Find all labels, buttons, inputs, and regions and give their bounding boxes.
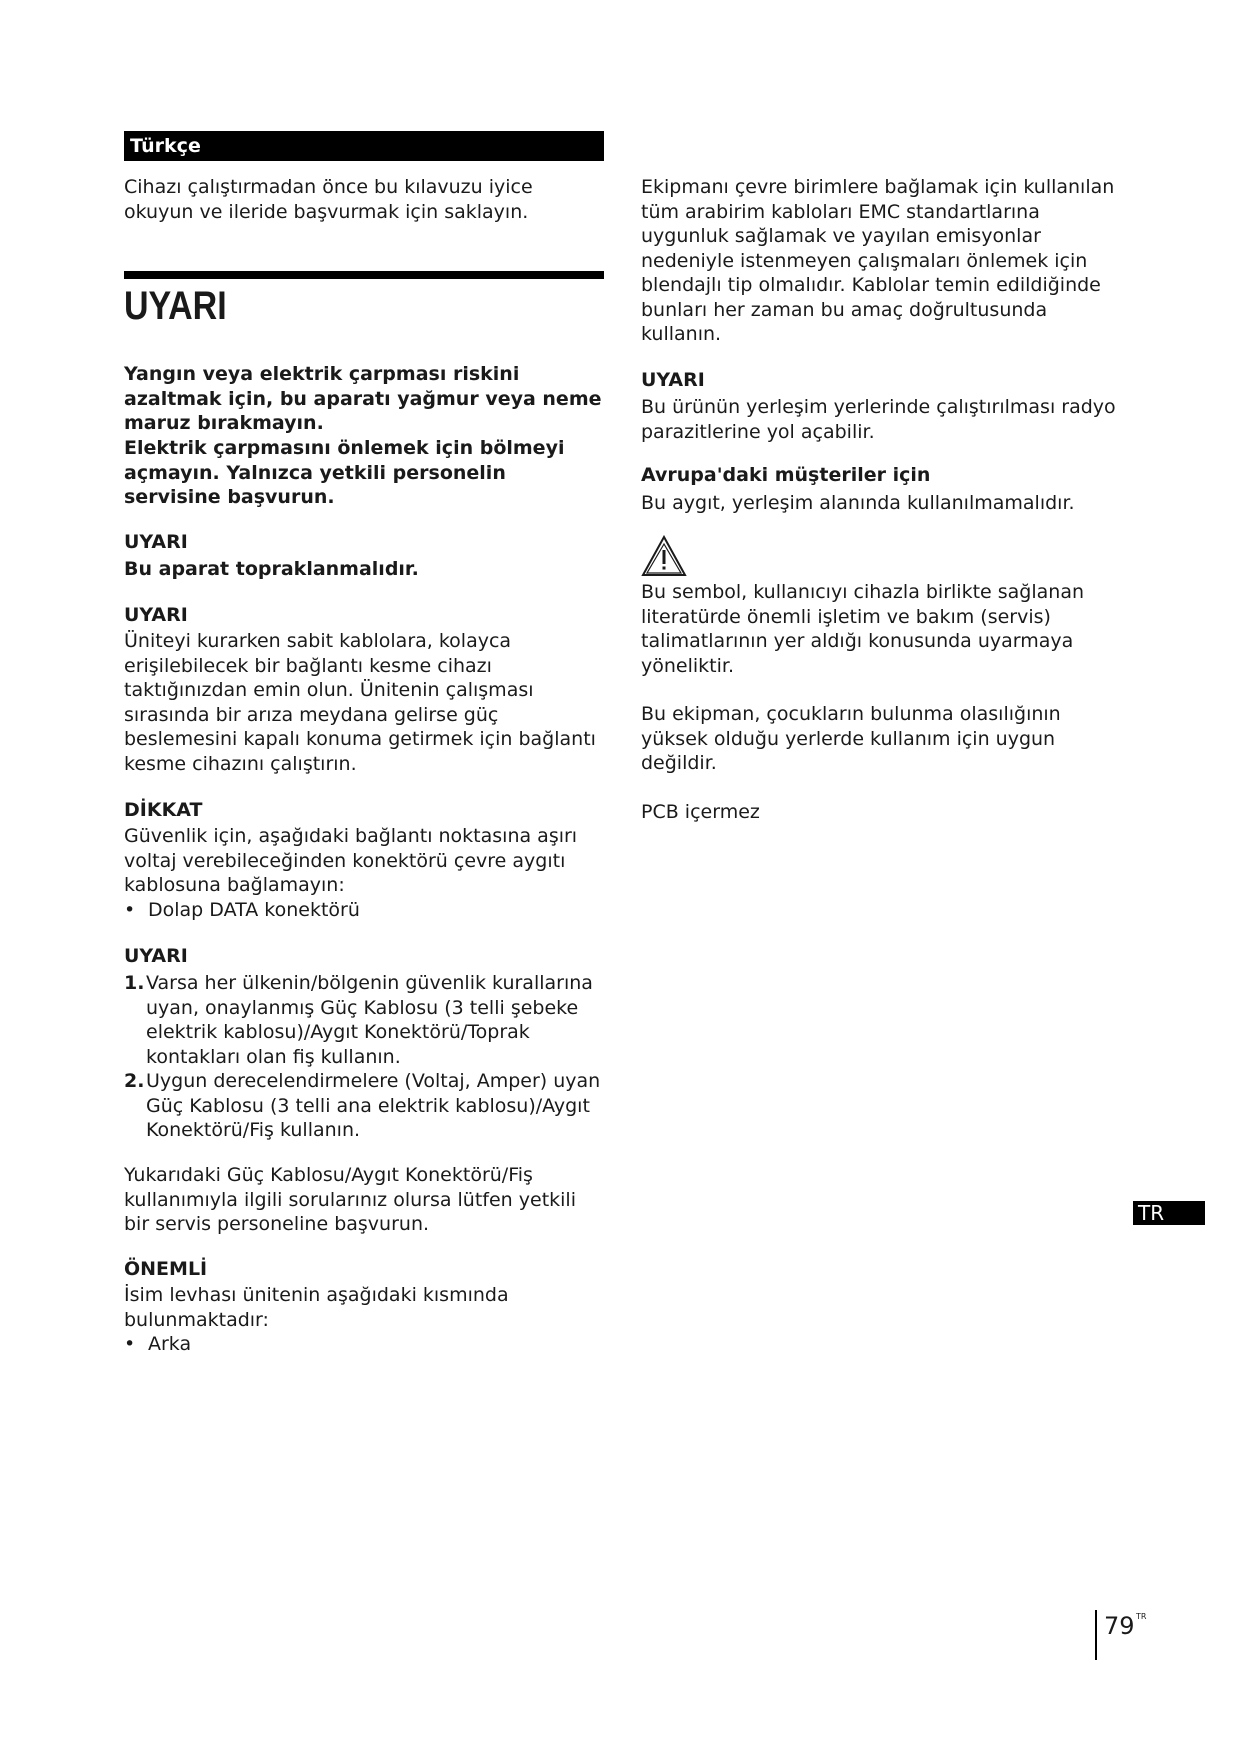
page-number-divider [1095, 1610, 1097, 1660]
power-item-1-text: Varsa her ülkenin/bölgenin güvenlik kurallarına uyan, onaylanmış Güç Kablosu (3 telli şebeke elektrik kablosu)/Aygıt Konektörü/Toprak kontakları olan fiş kullanın. [146, 972, 593, 1068]
power-heading: UYARI [124, 945, 188, 967]
bullet-dot: • [124, 1333, 136, 1355]
important-bullet-text: Arka [148, 1333, 192, 1355]
europe-text: Bu aygıt, yerleşim alanında kullanılmamalıdır. [641, 492, 1075, 514]
title-rule [124, 271, 604, 279]
caution-text: Güvenlik için, aşağıdaki bağlantı noktasına aşırı voltaj verebileceğinden konektörü çevre aygıtı kablosuna bağlamayın: [124, 825, 578, 896]
radio-text: Bu ürünün yerleşim yerlerinde çalıştırılması radyo parazitlerine yol açabilir. [641, 396, 1116, 443]
radio-heading: UYARI [641, 369, 705, 391]
language-side-tab: TR [1133, 1201, 1205, 1225]
bullet-dot: • [124, 899, 136, 921]
ground-heading: UYARI [124, 531, 188, 553]
disconnect-heading: UYARI [124, 604, 188, 626]
europe-heading: Avrupa'daki müşteriler için [641, 464, 931, 486]
symbol-text: Bu sembol, kullanıcıyı cihazla birlikte sağlanan literatürde önemli işletim ve bakım (servis) talimatlarının yer aldığı konusunda uyarmaya yöneliktir. [641, 581, 1085, 677]
caution-heading: DİKKAT [124, 799, 203, 821]
caution-bullet-item [124, 898, 604, 923]
power-item-2-text: Uygun derecelendirmelere (Voltaj, Amper) uyan Güç Kablosu (3 telli ana elektrik kablosu)/Aygıt Konektörü/Fiş kullanın. [146, 1070, 601, 1141]
children-text: Bu ekipman, çocukların bulunma olasılığının yüksek olduğu yerlerde kullanım için uygun değildir. [641, 703, 1061, 774]
important-text: İsim levhası ünitenin aşağıdaki kısmında bulunmaktadır: [124, 1284, 509, 1331]
pcb-text: PCB içermez [641, 801, 760, 823]
ground-text: Bu aparat topraklanmalıdır. [124, 558, 419, 580]
power-item-2-number: 2. [124, 1070, 145, 1092]
power-item-1-number: 1. [124, 972, 145, 994]
fire-warning-1: Yangın veya elektrik çarpması riskini azaltmak için, bu aparatı yağmur veya neme maruz bırakmayın. [124, 363, 602, 434]
caution-bullet-text: Dolap DATA konektörü [148, 899, 360, 921]
power-item-2 [124, 1069, 606, 1143]
important-heading: ÖNEMLİ [124, 1258, 208, 1280]
page-number: 79 [1104, 1612, 1135, 1640]
power-questions-text: Yukarıdaki Güç Kablosu/Aygıt Konektörü/Fiş kullanımıyla ilgili sorularınız olursa lütfen yetkili bir servis personeline başvurun. [124, 1164, 576, 1235]
emc-text: Ekipmanı çevre birimlere bağlamak için kullanılan tüm arabirim kabloları EMC standartlarına uygunluk sağlamak ve yayılan emisyonlar nedeniyle istenmeyen çalışmaları önlemek için blendajlı tip olmalıdır. Kablolar temin edildiğinde bunları her zaman bu amaç doğrultusunda kullanın. [641, 176, 1115, 345]
language-header: Türkçe [124, 131, 604, 161]
disconnect-text: Üniteyi kurarken sabit kablolara, kolayca erişilebilecek bir bağlantı kesme cihazı taktığınızdan emin olun. Ünitenin çalışması sırasında bir arıza meydana gelirse güç beslemesini kapalı konuma getirmek için bağlantı kesme cihazını çalıştırın. [124, 630, 596, 775]
page-number-suffix: TR [1136, 1612, 1147, 1621]
power-item-1 [124, 971, 606, 1069]
fire-warning-2: Elektrik çarpmasını önlemek için bölmeyi açmayın. Yalnızca yetkili personelin servisine başvurun. [124, 437, 565, 508]
page-title: UYARI [124, 284, 227, 328]
intro-text: Cihazı çalıştırmadan önce bu kılavuzu iyice okuyun ve ileride başvurmak için saklayın. [124, 176, 533, 223]
important-bullet-item [124, 1332, 604, 1357]
warning-triangle-icon [641, 535, 687, 577]
